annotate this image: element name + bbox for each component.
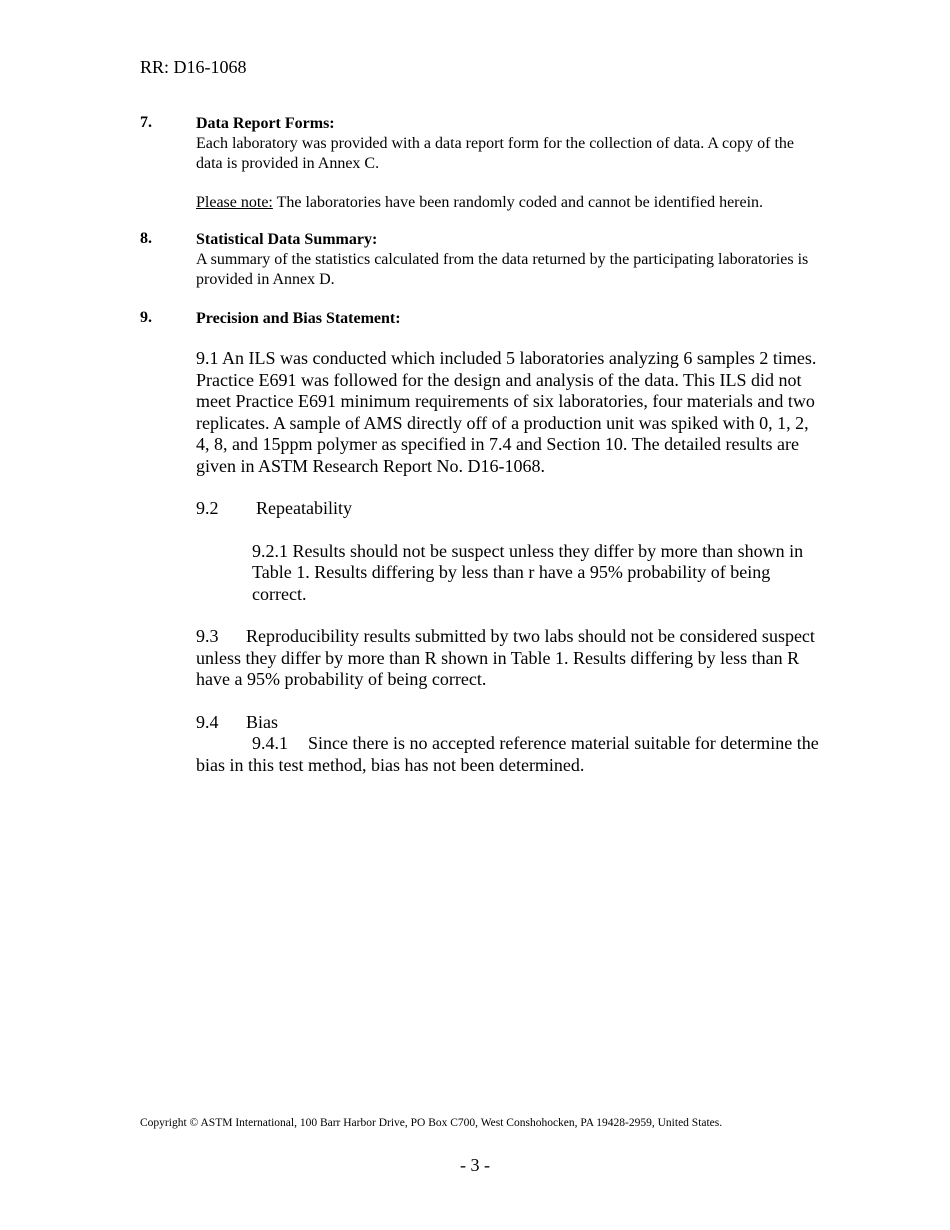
section-8 xyxy=(140,230,820,290)
section-title: Statistical Data Summary: xyxy=(196,231,378,248)
paragraph-title: Bias xyxy=(246,711,279,732)
paragraph-text: Since there is no accepted reference material suitable for determine the bias in this test method, bias has not been determined. xyxy=(196,733,819,775)
paragraph-number: 9.3 xyxy=(196,626,219,646)
copyright-notice: Copyright © ASTM International, 100 Barr Harbor Drive, PO Box C700, West Conshohocken, PA 19428-2959, United States. xyxy=(140,1117,723,1129)
paragraph-9-4 xyxy=(196,712,820,734)
section-title: Precision and Bias Statement: xyxy=(196,310,401,327)
section-9 xyxy=(140,309,820,776)
section-7 xyxy=(140,114,820,213)
section-title: Data Report Forms: xyxy=(196,115,335,132)
paragraph-number: 9.4 xyxy=(196,711,219,732)
section-text: Each laboratory was provided with a data report form for the collection of data. A copy of the data is provided in Annex C. xyxy=(196,135,795,172)
section-text: A summary of the statistics calculated from the data returned by the participating laboratories is provided in Annex D. xyxy=(196,251,809,288)
paragraph-number: 9.4.1 xyxy=(252,733,288,753)
note-label: Please note: xyxy=(196,194,273,211)
section-number: 7. xyxy=(140,114,152,131)
page-number: - 3 - xyxy=(460,1155,490,1175)
paragraph-number: 9.2 xyxy=(196,498,219,518)
paragraph-9-2 xyxy=(196,498,820,520)
section-number: 8. xyxy=(140,230,152,247)
paragraph-9-4-1 xyxy=(196,733,820,776)
paragraph-9-3 xyxy=(196,626,820,691)
note-paragraph xyxy=(196,193,820,213)
paragraph-text: Reproducibility results submitted by two labs should not be considered suspect unless they differ by more than R shown in Table 1. Results differing by less than R have a 95% probability of being correct. xyxy=(196,626,815,689)
paragraph-9-2-1: 9.2.1 Results should not be suspect unless they differ by more than shown in Table 1. Results differing by less than r have a 95% probability of being correct. xyxy=(252,540,804,604)
section-number: 9. xyxy=(140,309,152,326)
paragraph-title: Repeatability xyxy=(256,498,352,518)
note-text: The laboratories have been randomly coded and cannot be identified herein. xyxy=(272,194,764,211)
report-id-header: RR: D16-1068 xyxy=(140,57,247,77)
paragraph-9-1: 9.1 An ILS was conducted which included 5 laboratories analyzing 6 samples 2 times. Practice E691 was followed for the design and analysis of the data. This ILS did not meet Practice E691 minimum requirements of six laboratories, four materials and two replicates. A sample of AMS directly off of a production unit was spiked with 0, 1, 2, 4, 8, and 15ppm polymer as specified in 7.4 and Section 10. The detailed results are given in ASTM Research Report No. D16-1068. xyxy=(196,348,817,476)
